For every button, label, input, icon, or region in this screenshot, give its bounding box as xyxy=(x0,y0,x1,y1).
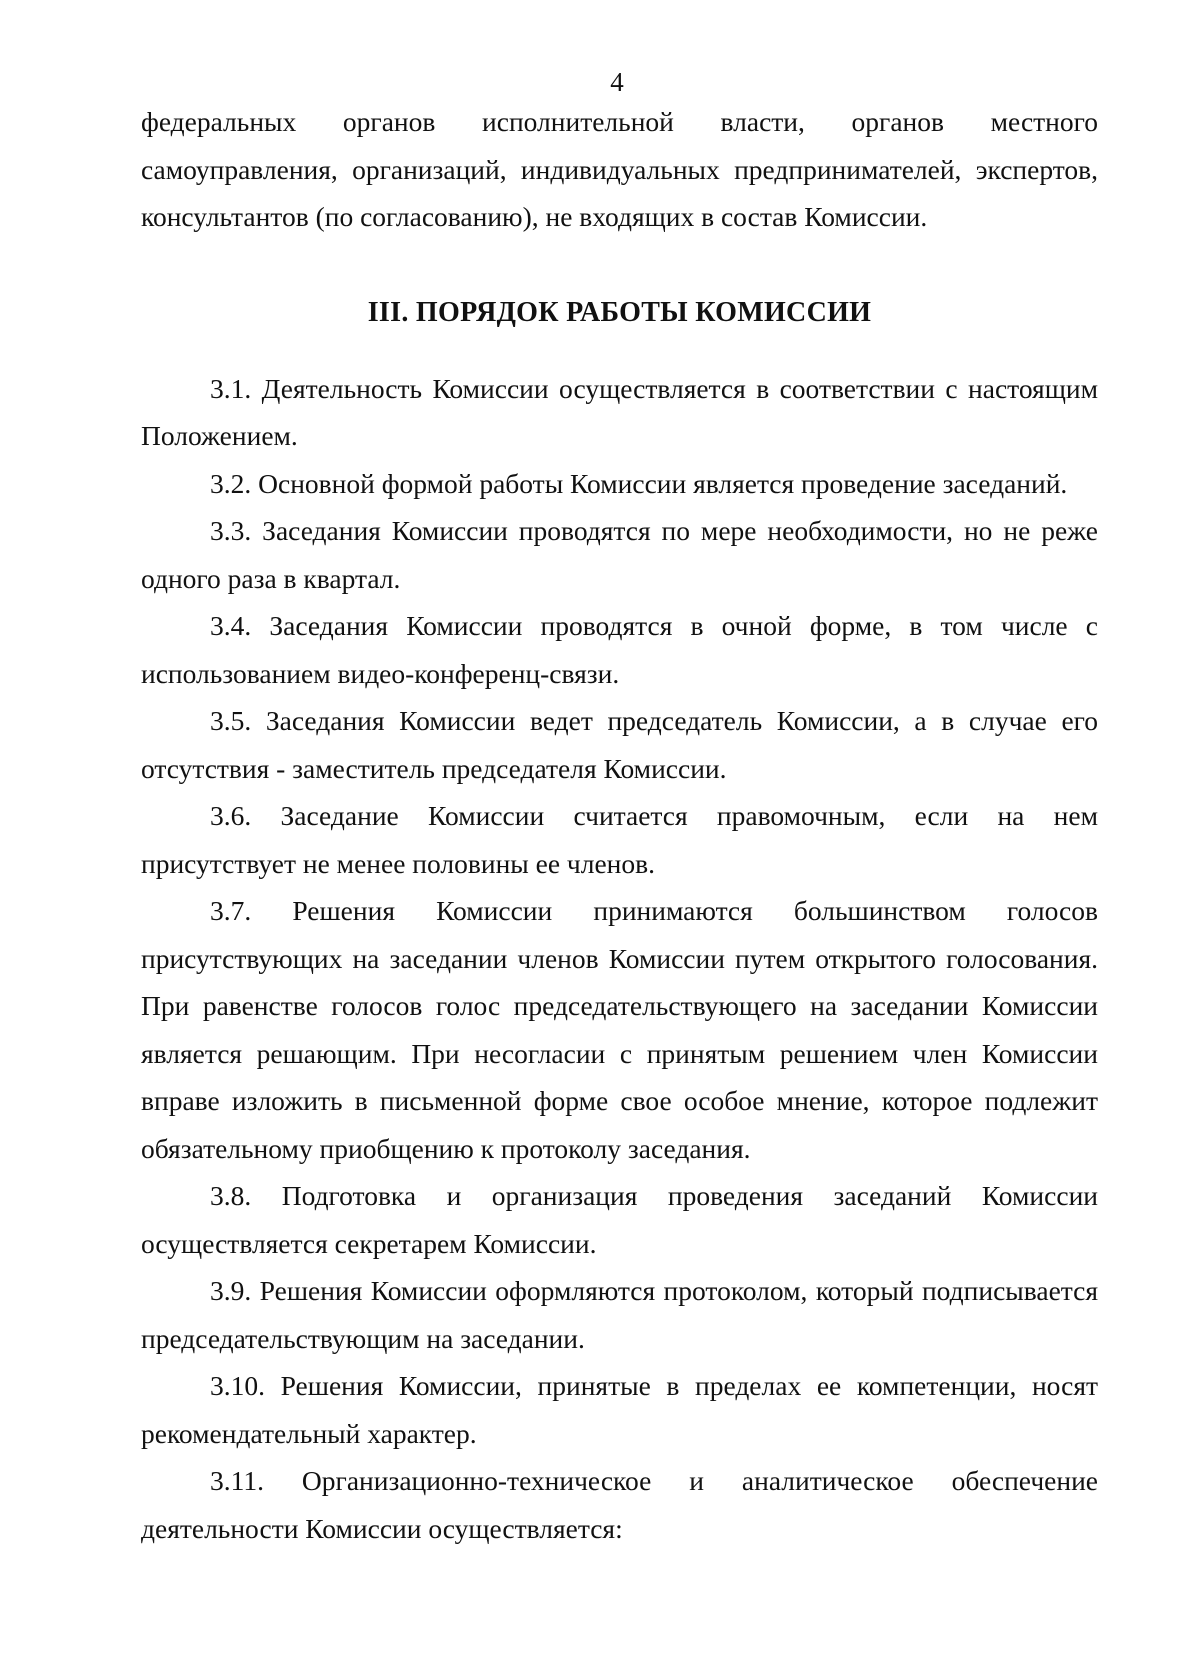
paragraph-3-2: 3.2. Основной формой работы Комиссии является проведение заседаний. xyxy=(210,467,1068,499)
paragraph-3-3: 3.3. Заседания Комиссии проводятся по мере необходимости, но не реже одного раза в квартал. xyxy=(141,515,1098,594)
paragraph-3-8: 3.8. Подготовка и организация проведения заседаний Комиссии осуществляется секретарем Комиссии. xyxy=(141,1180,1098,1259)
section-title: III. ПОРЯДОК РАБОТЫ КОМИССИИ xyxy=(367,296,872,328)
paragraph-3-9: 3.9. Решения Комиссии оформляются протоколом, который подписывается председательствующим на заседании. xyxy=(141,1275,1098,1354)
paragraph-3-10: 3.10. Решения Комиссии, принятые в пределах ее компетенции, носят рекомендательный характер. xyxy=(141,1370,1098,1449)
paragraph-3-6: 3.6. Заседание Комиссии считается правомочным, если на нем присутствует не менее половины ее членов. xyxy=(141,800,1098,879)
page-number: 4 xyxy=(610,67,624,97)
paragraph-3-11: 3.11. Организационно-техническое и аналитическое обеспечение деятельности Комиссии осуществляется: xyxy=(141,1465,1098,1544)
paragraph-3-7: 3.7. Решения Комиссии принимаются большинством голосов присутствующих на заседании членов Комиссии путем открытого голосования. При равенстве голосов голос председательствующего на заседании Комиссии является решающим. При несогласии с принятым решением член Комиссии вправе изложить в письменной форме свое особое мнение, которое подлежит обязательному приобщению к протоколу заседания. xyxy=(141,895,1098,1164)
paragraph-3-4: 3.4. Заседания Комиссии проводятся в очной форме, в том числе с использованием видео-конференц-связи. xyxy=(141,610,1098,689)
paragraph-3-1: 3.1. Деятельность Комиссии осуществляется в соответствии с настоящим Положением. xyxy=(141,372,1098,451)
intro-paragraph: федеральных органов исполнительной власти, органов местного самоуправления, организаций, индивидуальных предпринимателей, экспертов, консультантов (по согласованию), не входящих в состав Комиссии. xyxy=(141,106,1098,232)
paragraph-3-5: 3.5. Заседания Комиссии ведет председатель Комиссии, а в случае его отсутствия - заместитель председателя Комиссии. xyxy=(141,705,1098,784)
document-body xyxy=(141,98,1098,1552)
